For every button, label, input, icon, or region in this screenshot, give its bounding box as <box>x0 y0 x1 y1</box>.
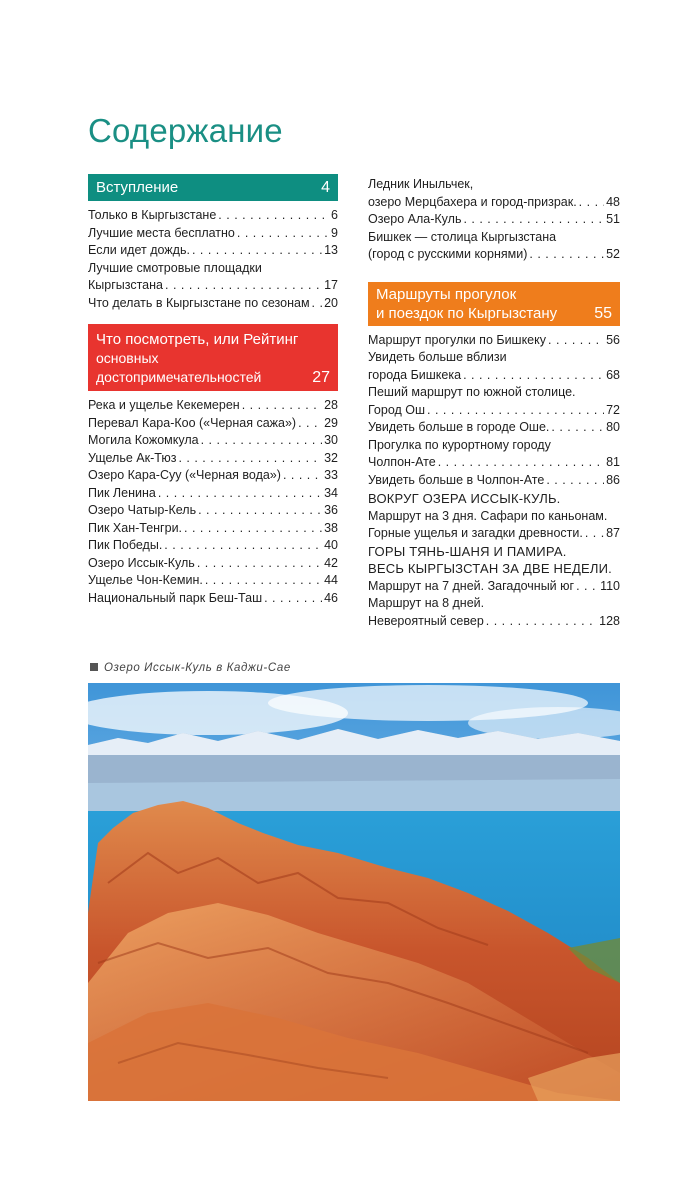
toc-entry-page: 40 <box>324 538 338 552</box>
toc-entry-title-line: Маршрут на 8 дней. <box>368 596 485 610</box>
toc-entry-title: Увидеть больше в Чолпон-Ате <box>368 472 545 487</box>
section-header-label-line: Маршруты прогулок <box>376 285 517 303</box>
dot-leader <box>164 537 322 555</box>
toc-entry-title: Ущелье Ак-Тюз <box>88 450 177 465</box>
toc-entry[interactable] <box>368 595 620 630</box>
toc-entry[interactable] <box>368 419 620 437</box>
page-title: Содержание <box>88 112 283 149</box>
section-header-label: Вступление <box>96 179 179 196</box>
dot-leader <box>585 525 604 543</box>
toc-entry-title: Маршрут на 7 дней. Загадочный юг <box>368 578 575 593</box>
toc-entry-title: Ущелье Чон-Кемин. <box>88 573 203 587</box>
toc-entry-line <box>88 590 338 608</box>
toc-entry-line <box>88 277 338 295</box>
toc-entry-line <box>88 450 338 468</box>
toc-entry-title-line: Бишкек — столица Кыргызстана <box>368 229 557 244</box>
toc-entry-title: города Бишкека <box>368 367 462 382</box>
toc-entry-line <box>88 225 338 243</box>
toc-entry-page: 72 <box>606 402 620 417</box>
toc-entry-title: Только в Кыргызстане <box>88 208 217 222</box>
toc-entry-line <box>88 432 338 450</box>
dot-leader <box>218 207 329 225</box>
toc-entry-title: Пик Ленина <box>88 485 156 500</box>
toc-entry-line <box>88 415 338 433</box>
toc-entry[interactable] <box>368 332 620 350</box>
toc-entry-line <box>368 246 620 264</box>
toc-entry-title: Озеро Ала-Куль <box>368 212 462 226</box>
dot-leader <box>237 225 329 243</box>
dot-leader <box>463 367 604 385</box>
toc-right-column <box>368 176 620 630</box>
toc-entry-title: Кыргызстана <box>88 278 163 292</box>
dot-leader <box>283 467 322 485</box>
dot-leader <box>165 277 322 295</box>
dot-leader <box>242 397 322 415</box>
section-header-label-line: и поездок по Кыргызстану <box>376 304 558 322</box>
toc-entry[interactable] <box>368 211 620 229</box>
toc-entry-page: 20 <box>324 295 338 310</box>
toc-entry-title: (город с русскими корнями) <box>368 247 528 261</box>
toc-entry[interactable] <box>88 485 338 503</box>
toc-entry-title: Могила Кожомкула <box>88 433 199 447</box>
toc-entry-page: 13 <box>324 243 338 257</box>
toc-entry-page: 52 <box>606 247 620 261</box>
toc-entry-title: Пик Хан-Тенгри. <box>88 520 183 535</box>
toc-entry-page: 48 <box>606 194 620 209</box>
toc-entry-title-line: Лучшие смотровые площадки <box>88 260 262 275</box>
toc-entry-title: Невероятный север <box>368 613 484 628</box>
toc-entry[interactable] <box>368 578 620 596</box>
toc-list-tien-shan <box>368 578 620 631</box>
toc-entry[interactable] <box>368 384 620 419</box>
toc-entry[interactable] <box>88 555 338 573</box>
toc-entry[interactable] <box>368 437 620 472</box>
dot-leader <box>486 613 597 631</box>
section-header-label-line: основных <box>96 350 159 366</box>
toc-entry-title: Озеро Иссык-Куль <box>88 555 195 570</box>
toc-entry-line <box>368 454 620 472</box>
toc-entry-page: 86 <box>606 472 620 487</box>
toc-entry-page: 32 <box>324 450 338 465</box>
toc-left-column <box>88 174 338 607</box>
toc-entry-title: Национальный парк Беш-Таш <box>88 590 263 605</box>
toc-entry-page: 36 <box>324 503 338 517</box>
subsection-title-issyk-kul[interactable]: ВОКРУГ ОЗЕРА ИССЫК-КУЛЬ. <box>368 491 561 506</box>
toc-entry-title: Горные ущелья и загадки древности. <box>368 526 583 540</box>
toc-entry[interactable] <box>368 176 620 211</box>
toc-entry[interactable] <box>88 225 338 243</box>
toc-entry-title: Река и ущелье Кекемерен <box>88 398 240 412</box>
toc-entry[interactable] <box>88 572 338 590</box>
toc-entry-line <box>88 520 338 538</box>
toc-entry-title: Озеро Кара-Суу («Черная вода») <box>88 468 281 482</box>
subsection-title-tien-shan-line[interactable]: ВЕСЬ КЫРГЫЗСТАН ЗА ДВЕ НЕДЕЛИ. <box>368 561 612 576</box>
section-header-page: 55 <box>594 304 612 322</box>
dot-leader <box>546 472 604 490</box>
toc-entry-page: 128 <box>599 613 620 628</box>
toc-entry-title: Чолпон-Ате <box>368 455 436 469</box>
toc-entry-title: Увидеть больше в городе Оше. <box>368 420 550 434</box>
section-header-routes[interactable] <box>368 282 620 326</box>
dot-leader <box>158 485 322 503</box>
toc-list-sights <box>88 397 338 607</box>
dot-leader <box>463 211 604 229</box>
toc-entry-page: 110 <box>600 578 620 593</box>
photo-caption-text: Озеро Иссык-Куль в Каджи-Сае <box>104 662 291 674</box>
dot-leader <box>438 454 604 472</box>
toc-entry-line <box>368 419 620 437</box>
toc-entry-page: 81 <box>606 455 620 469</box>
dot-leader <box>201 432 322 450</box>
toc-entry[interactable] <box>368 349 620 384</box>
toc-entry-line <box>88 207 338 225</box>
toc-entry-line <box>368 578 620 596</box>
toc-entry-title: Перевал Кара-Коо («Черная сажа») <box>88 415 297 430</box>
toc-entry-title: Город Ош <box>368 402 426 417</box>
toc-entry-page: 51 <box>606 212 620 226</box>
dot-leader <box>312 295 323 313</box>
toc-entry-page: 9 <box>331 225 338 240</box>
toc-list-issyk-kul <box>368 508 620 543</box>
section-header-intro[interactable] <box>88 174 338 201</box>
subsection-title-tien-shan-line[interactable]: ГОРЫ ТЯНЬ-ШАНЯ И ПАМИРА. <box>368 543 567 559</box>
toc-entry-line <box>88 502 338 520</box>
toc-entry-page: 29 <box>324 415 338 430</box>
lake-issyk-kul-photo <box>88 683 620 1101</box>
toc-entry-title: Маршрут прогулки по Бишкеку <box>368 332 546 347</box>
toc-entry-page: 17 <box>324 278 338 292</box>
toc-entry-page: 80 <box>606 420 620 434</box>
toc-entry-line <box>88 295 338 313</box>
toc-entry[interactable] <box>88 467 338 485</box>
dot-leader <box>192 242 322 260</box>
toc-entry-line <box>368 525 620 543</box>
dot-leader <box>197 555 322 573</box>
dot-leader <box>178 450 322 468</box>
dot-leader <box>205 572 322 590</box>
toc-entry[interactable] <box>88 502 338 520</box>
dot-leader <box>551 419 604 437</box>
section-header-page: 4 <box>321 179 330 196</box>
toc-entry-title-line: Прогулка по курортному городу <box>368 437 551 452</box>
toc-entry-line <box>368 472 620 490</box>
dot-leader <box>264 590 322 608</box>
toc-entry[interactable] <box>88 295 338 313</box>
toc-entry-line <box>88 485 338 503</box>
toc-entry[interactable] <box>88 415 338 433</box>
toc-entry-title: озеро Мерцбахера и город-призрак. <box>368 194 577 209</box>
toc-entry-title: Лучшие места бесплатно <box>88 225 235 240</box>
dot-leader <box>529 246 604 264</box>
toc-entry-title-line: Пеший маршрут по южной столице. <box>368 385 576 399</box>
toc-entry-line <box>88 242 338 260</box>
toc-entry-title-line: Ледник Иныльчек, <box>368 177 474 191</box>
toc-entry-title: Если идет дождь. <box>88 243 190 257</box>
dot-leader <box>184 520 322 538</box>
toc-entry-line <box>88 397 338 415</box>
bullet-square-icon <box>90 663 98 671</box>
toc-entry-title: Что делать в Кыргызстане по сезонам <box>88 295 310 310</box>
toc-entry-title-line: Маршрут на 3 дня. Сафари по каньонам. <box>368 508 608 523</box>
toc-entry-line <box>368 402 620 420</box>
toc-entry[interactable] <box>88 242 338 260</box>
toc-entry[interactable] <box>88 260 338 295</box>
section-header-label-line: Что посмотреть, или Рейтинг <box>96 331 299 348</box>
toc-entry[interactable] <box>368 472 620 490</box>
toc-entry-line <box>368 613 620 631</box>
toc-entry[interactable] <box>88 537 338 555</box>
section-header-sights[interactable] <box>88 324 338 391</box>
toc-entry-title-line: Увидеть больше вблизи <box>368 350 507 364</box>
toc-entry-line <box>368 194 620 212</box>
toc-list-intro <box>88 207 338 312</box>
toc-entry-page: 28 <box>324 398 338 412</box>
toc-entry[interactable] <box>88 207 338 225</box>
toc-entry[interactable] <box>368 508 620 543</box>
toc-entry-line <box>88 537 338 555</box>
toc-entry-page: 44 <box>324 573 338 587</box>
toc-entry-page: 42 <box>324 555 338 570</box>
toc-entry-page: 87 <box>606 526 620 540</box>
photo-caption <box>90 662 291 674</box>
toc-entry[interactable] <box>88 450 338 468</box>
toc-entry-page: 68 <box>606 367 620 382</box>
section-header-page: 27 <box>312 369 330 386</box>
dot-leader <box>298 415 322 433</box>
toc-entry[interactable] <box>88 520 338 538</box>
toc-list-sights-cont <box>368 176 620 264</box>
toc-entry-line <box>88 555 338 573</box>
toc-entry-line <box>368 367 620 385</box>
toc-entry-page: 56 <box>606 332 620 347</box>
dot-leader <box>427 402 604 420</box>
dot-leader <box>579 194 604 212</box>
toc-entry-page: 30 <box>324 433 338 447</box>
dot-leader <box>198 502 322 520</box>
dot-leader <box>548 332 604 350</box>
section-header-label-line: достопримечательностей <box>96 369 262 385</box>
toc-entry[interactable] <box>88 432 338 450</box>
toc-entry[interactable] <box>88 590 338 608</box>
toc-entry-page: 33 <box>324 468 338 482</box>
toc-entry-line <box>88 467 338 485</box>
toc-entry-title: Пик Победы. <box>88 538 163 552</box>
dot-leader <box>576 578 598 596</box>
toc-entry-line <box>368 332 620 350</box>
toc-entry-page: 34 <box>324 485 338 500</box>
toc-entry[interactable] <box>368 229 620 264</box>
toc-entry-title: Озеро Чатыр-Кель <box>88 503 197 517</box>
toc-entry[interactable] <box>88 397 338 415</box>
toc-entry-page: 6 <box>331 208 338 222</box>
toc-entry-line <box>368 211 620 229</box>
toc-entry-page: 46 <box>324 590 338 605</box>
toc-list-routes <box>368 332 620 490</box>
toc-entry-line <box>88 572 338 590</box>
toc-entry-page: 38 <box>324 520 338 535</box>
